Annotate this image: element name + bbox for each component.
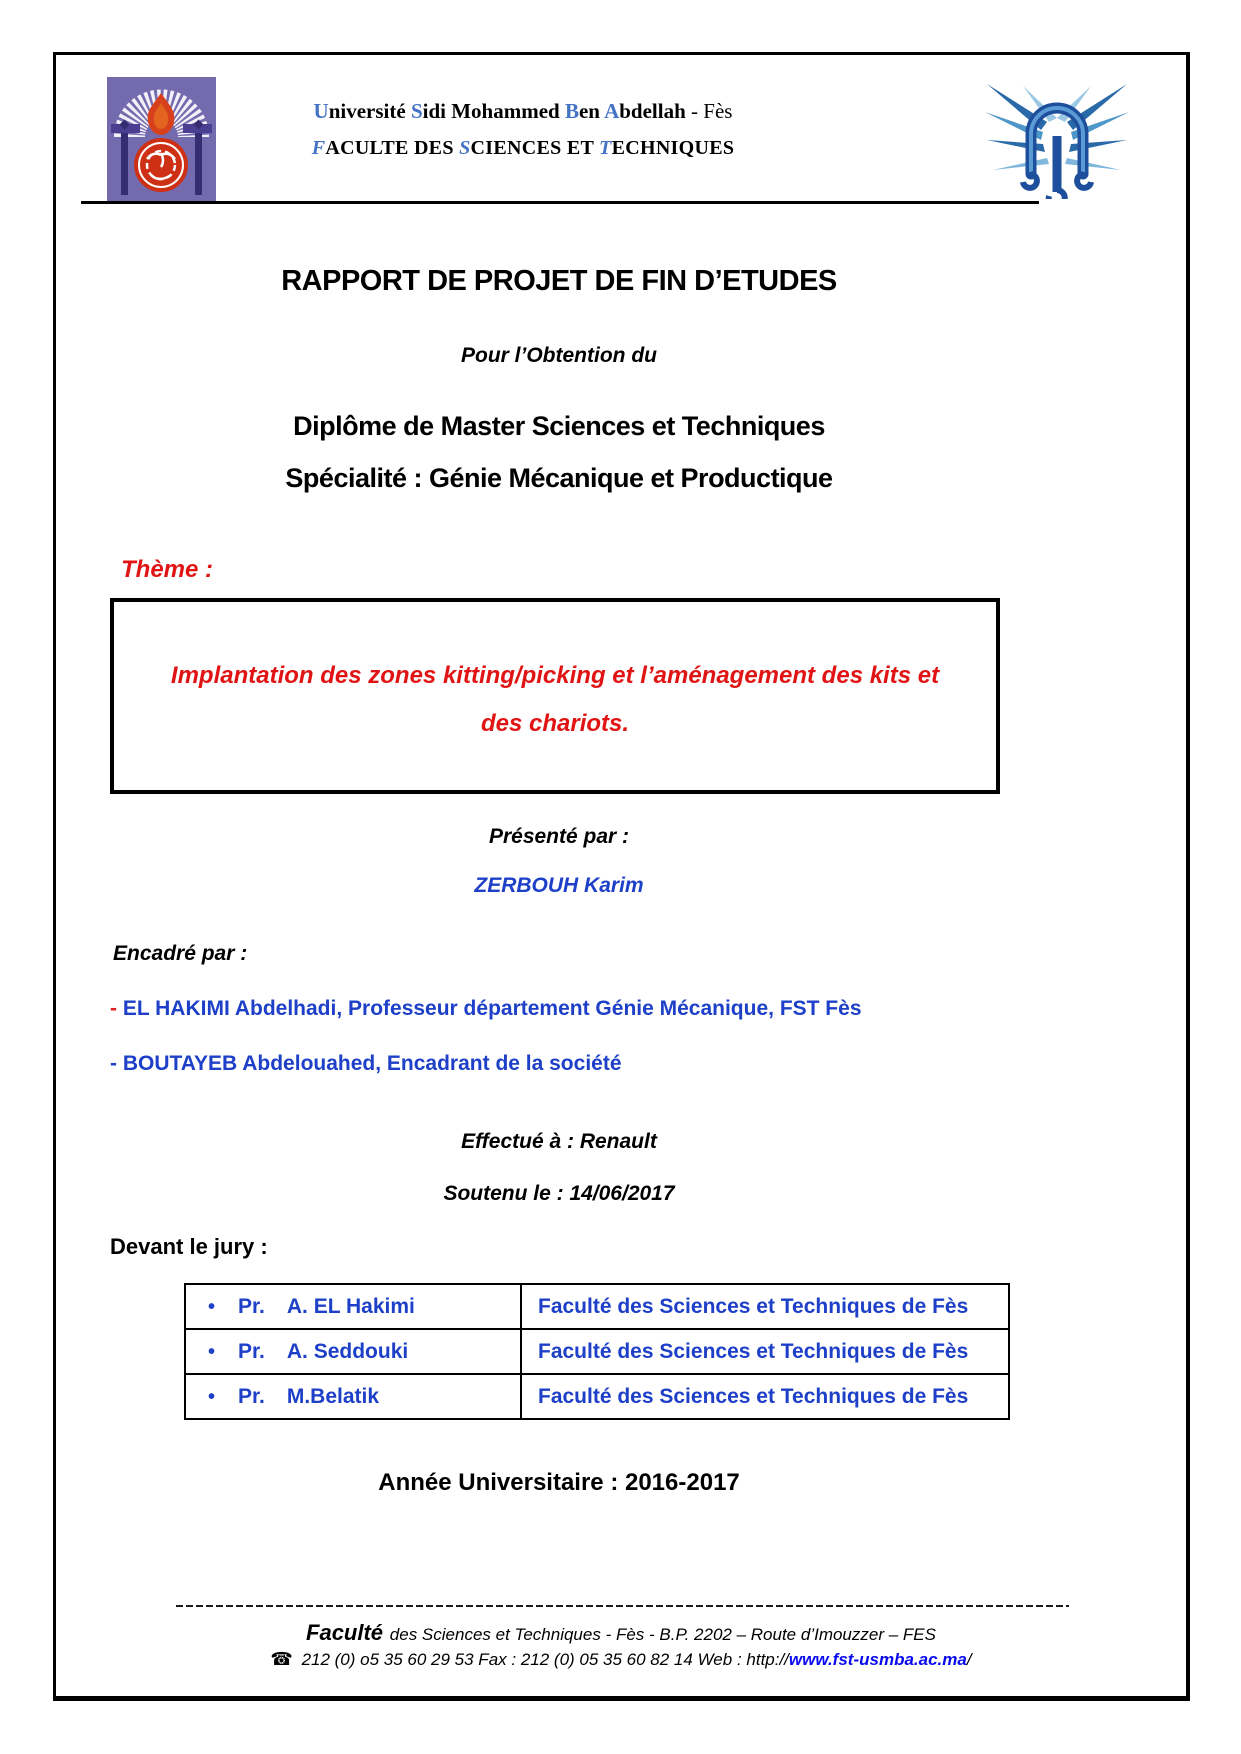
jury-member-name: A. EL Hakimi [286, 1294, 415, 1318]
academic-year: Année Universitaire : 2016-2017 [378, 1469, 740, 1496]
jury-affiliation-cell: Faculté des Sciences et Techniques de Fès [521, 1329, 1009, 1374]
jury-member-title: Pr. [238, 1339, 265, 1363]
footer-address-text: des Sciences et Techniques - Fès - B.P. 2202 – Route d’Imouzzer – FES [389, 1625, 936, 1644]
footer-link-suffix: / [966, 1650, 972, 1669]
header-divider [81, 201, 1039, 204]
table-row [185, 1329, 1009, 1374]
supervised-by-label: Encadré par : [113, 942, 248, 965]
jury-member-cell [185, 1284, 521, 1329]
supervisor-line [110, 1052, 622, 1076]
phone-icon: ☎ [270, 1649, 293, 1669]
table-row [185, 1284, 1009, 1329]
faculty-name-part: F [311, 137, 326, 159]
faculty-name-part: S [459, 137, 471, 159]
dash-marker: - [110, 1052, 117, 1075]
bullet-icon: • [208, 1385, 216, 1408]
dash-marker: - [110, 997, 117, 1020]
footer-contact-line [56, 1649, 1186, 1670]
faculty-name-part: T [599, 137, 612, 159]
fst-logo [983, 78, 1131, 199]
jury-affiliation-cell: Faculté des Sciences et Techniques de Fès [521, 1374, 1009, 1419]
degree-line: Diplôme de Master Sciences et Techniques [293, 411, 825, 441]
faculty-name [216, 137, 830, 160]
theme-box [110, 598, 1000, 794]
university-name-part: niversité [328, 99, 411, 123]
obtention-subtitle: Pour l’Obtention du [461, 344, 657, 367]
website-link[interactable]: www.fst-usmba.ac.ma [788, 1650, 967, 1669]
jury-member-title: Pr. [238, 1294, 265, 1318]
theme-label: Thème : [121, 556, 214, 583]
faculty-name-part: ECHNIQUES [611, 137, 735, 159]
university-name-part: A [604, 99, 620, 123]
jury-member-title: Pr. [238, 1384, 265, 1408]
presented-by-label: Présenté par : [488, 825, 630, 848]
jury-table [184, 1283, 1010, 1420]
footer-dashed-divider [176, 1605, 1069, 1607]
university-name-part: bdellah [619, 99, 686, 123]
faculty-name-part: ACULTE DES [325, 137, 460, 159]
fst-winged-a-icon [983, 78, 1131, 199]
table-row [185, 1374, 1009, 1419]
usmba-crest-logo [107, 77, 216, 203]
theme-title-line1: Implantation des zones kitting/picking et l’aménagement des kits et [170, 662, 940, 689]
student-name: ZERBOUH Karim [474, 874, 644, 897]
report-title: RAPPORT DE PROJET DE FIN D’ETUDES [281, 265, 837, 297]
footer-address-line [56, 1620, 1186, 1646]
supervisor-name: EL HAKIMI Abdelhadi, Professeur département Génie Mécanique, FST Fès [117, 997, 862, 1020]
university-city: - Fès [685, 99, 733, 123]
jury-member-cell [185, 1374, 521, 1419]
jury-member-name: M.Belatik [286, 1384, 380, 1408]
supervisor-name: BOUTAYEB Abdelouahed, Encadrant de la société [117, 1052, 622, 1075]
theme-title-line2: des chariots. [480, 710, 630, 737]
usmba-crest-icon [107, 77, 216, 203]
university-name-part: en [578, 99, 605, 123]
jury-member-name: A. Seddouki [286, 1339, 409, 1363]
footer-faculty-word: Faculté [306, 1620, 384, 1645]
university-name-part: idi Mohammed [422, 99, 565, 123]
faculty-name-part: CIENCES ET [470, 137, 600, 159]
university-name-part: S [410, 99, 423, 123]
venue-line: Effectué à : Renault [461, 1130, 657, 1153]
bullet-icon: • [208, 1295, 216, 1318]
university-name-part: U [313, 99, 329, 123]
university-name-part: B [564, 99, 579, 123]
jury-member-cell [185, 1329, 521, 1374]
defense-date-line: Soutenu le : 14/06/2017 [443, 1182, 675, 1205]
speciality-line: Spécialité : Génie Mécanique et Productique [285, 463, 833, 493]
bullet-icon: • [208, 1340, 216, 1363]
supervisor-line [110, 997, 862, 1021]
header-text-block [216, 99, 830, 160]
jury-affiliation-cell: Faculté des Sciences et Techniques de Fès [521, 1284, 1009, 1329]
footer-phone-fax-text: 212 (0) o5 35 60 29 53 Fax : 212 (0) 05 35 60 82 14 Web : http:// [301, 1650, 789, 1669]
university-name [216, 99, 830, 124]
jury-label: Devant le jury : [110, 1234, 268, 1259]
page-border-frame [53, 52, 1190, 1701]
